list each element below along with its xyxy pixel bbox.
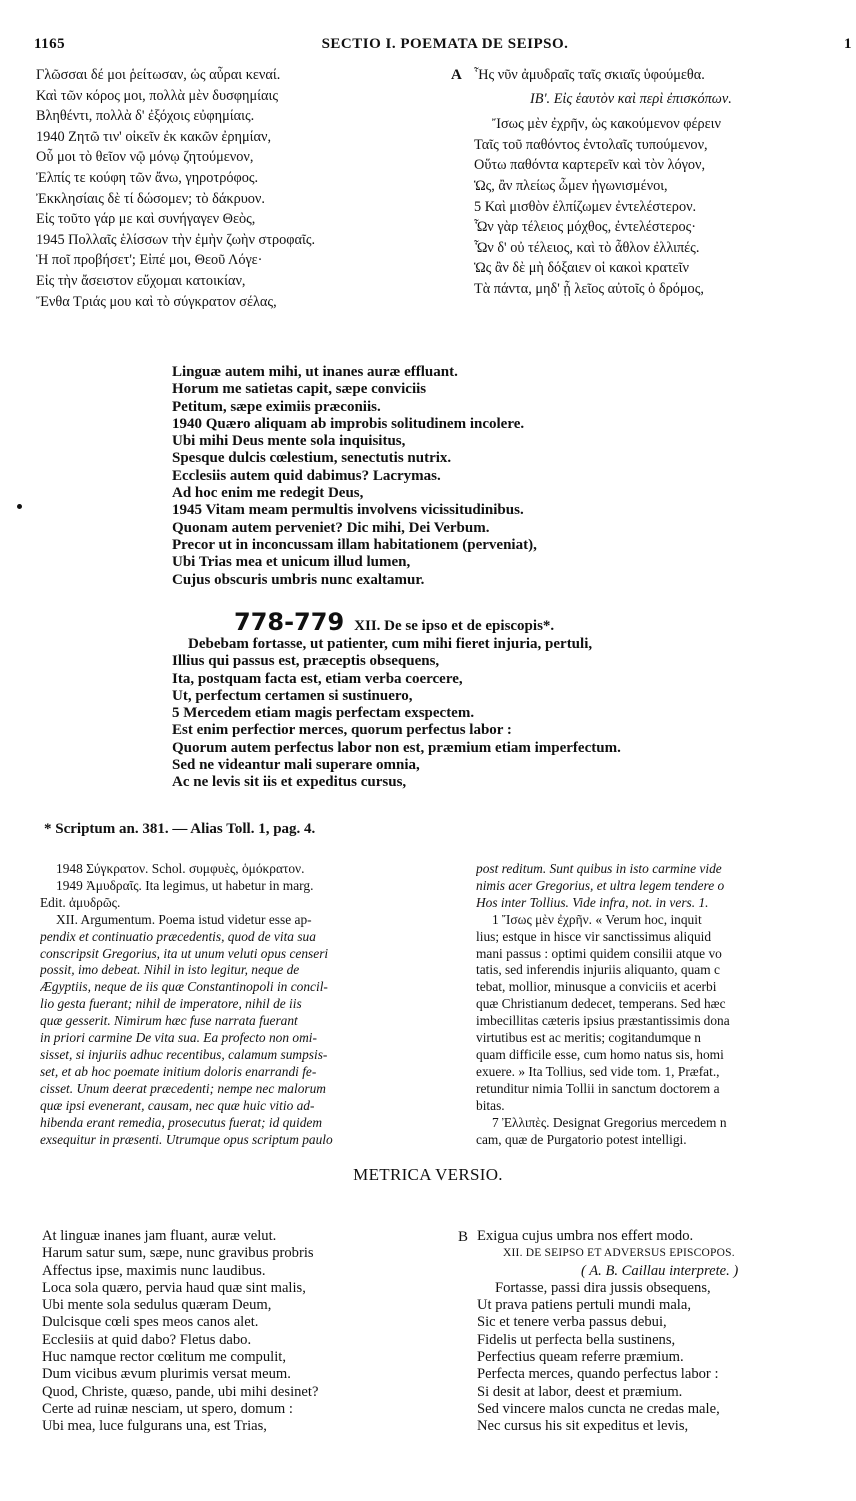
metrica-line: Ubi mente sola sedulus quæram Deum, <box>42 1297 272 1314</box>
latin-line: Illius qui passus est, præceptis obsequens, <box>172 653 440 670</box>
metrica-line: Fortasse, passi dira jussis obsequens, <box>495 1279 711 1296</box>
latin-heading-text: XII. De se ipso et de episcopis*. <box>354 618 555 634</box>
note-line: lio gesta fuerant; nihil de imperatore, nihil de iis <box>40 996 302 1012</box>
latin-line: Petitum, sæpe eximiis præconiis. <box>172 398 381 415</box>
latin-line: Debebam fortasse, ut patienter, cum mihi fieret injuria, pertuli, <box>188 636 593 652</box>
metrica-line: Perfectius queam referre præmium. <box>477 1349 684 1366</box>
metrica-subheading: ( A. B. Caillau interprete. ) <box>581 1262 739 1279</box>
latin-line: Spesque dulcis cœlestium, senectutis nutrix. <box>172 450 452 467</box>
note-line: exuere. » Ita Tollius, sed vide tom. 1, Præfat., <box>476 1063 720 1079</box>
note-line: sisset, si injuriis adhuc recentibus, calamum sumpsis- <box>40 1046 328 1062</box>
note-line: quæ gesserit. Nimirum hæc fuse narrata fuerant <box>40 1013 298 1029</box>
latin-poem-heading <box>234 609 794 639</box>
latin-line: Ut, perfectum certamen si sustinuero, <box>172 687 413 704</box>
latin-line: Precor ut in inconcussam illam habitationem (perveniat), <box>172 536 537 553</box>
metrica-line: Loca sola quæro, pervia haud quæ sint malis, <box>42 1279 306 1296</box>
header-title: SECTIO I. POEMATA DE SEIPSO. <box>321 36 569 52</box>
greek-line: Ταῖς τοῦ παθόντος ἐντολαῖς τυπούμενον, <box>474 136 708 153</box>
latin-line: Est enim perfectior merces, quorum perfectus labor : <box>172 722 512 739</box>
greek-line: Γλῶσσαι δέ μοι ῥείτωσαν, ὡς αὖραι κεναί. <box>36 67 281 83</box>
note-line: cisset. Unum deerat præcedenti; nempe nec malorum <box>40 1080 326 1096</box>
metrica-left-column <box>42 1228 462 1436</box>
note-line: hibenda erant remedia, prosecutus fuerat; id quidem <box>40 1114 323 1130</box>
metrica-line: Dum vicibus ævum plurimis versat meum. <box>42 1366 291 1383</box>
page-number: 1165 <box>34 36 66 52</box>
metrica-line: Affectus ipse, maximis nunc laudibus. <box>42 1262 266 1279</box>
metrica-line: Ubi mea, luce fulgurans una, est Trias, <box>42 1418 267 1435</box>
note-line: virtutibus est ac meritis; cogitandumque n <box>476 1030 701 1046</box>
metrica-line: Ut prava patiens pertuli mundi mala, <box>477 1297 691 1314</box>
latin-line: Cujus obscuris umbris nunc exaltamur. <box>172 571 425 588</box>
note-line: imbecillitas cæteris ipsius præstantissimis dona <box>476 1013 730 1029</box>
metrica-line: Sed vincere malos cuncta ne credas male, <box>477 1400 720 1417</box>
greek-line: Καὶ τῶν κόρος μοι, πολλὰ μὲν δυσφημίαις <box>36 87 279 104</box>
note-line: retunditur nimia Tollii in sanctum doctorem a <box>476 1080 720 1096</box>
greek-line: Ἐκκλησίαις δὲ τί δώσομεν; τὸ δάκρυον. <box>36 190 265 207</box>
latin-line: Sed ne videantur mali superare omnia, <box>172 757 420 774</box>
metrica-line: Sic et tenere verba passus debui, <box>477 1314 667 1331</box>
column-marker-a: A <box>451 67 462 83</box>
note-line: 1 Ἴσως μὲν ἐχρῆν. « Verum hoc, inquit <box>492 911 702 927</box>
greek-line: Ἐλπίς τε κούφη τῶν ἄνω, γηροτρόφος. <box>36 169 259 186</box>
notes-right-column <box>476 861 856 1148</box>
metrica-line: Fidelis ut perfecta bella sustinens, <box>477 1331 676 1348</box>
note-line: lius; estque in hisce vir sanctissimus aliquid <box>476 928 712 944</box>
note-line: XII. Argumentum. Poema istud videtur esse ap- <box>56 911 312 927</box>
column-number: 778-779 <box>234 608 345 636</box>
metrica-line: Dulcisque cœli spes meos canos alet. <box>42 1314 259 1331</box>
greek-line: Ὧν γὰρ τέλειος μόχθος, ἐντελέστερος· <box>474 219 697 236</box>
note-line: quæ ipsi evenerant, causam, nec quæ huic vitio ad- <box>40 1097 315 1113</box>
stray-mark <box>17 504 22 509</box>
metrica-line: Huc namque rector cœlitum me compulit, <box>42 1349 286 1366</box>
greek-right-column <box>474 65 856 300</box>
greek-line: Ὧν δ' οὐ τέλειος, καὶ τὸ ἆθλον ἐλλιπές. <box>474 239 700 256</box>
note-line: in priori carmine De vita sua. Ea profecto non omi- <box>40 1030 317 1046</box>
latin-line: 5 Mercedem etiam magis perfectam exspectem. <box>172 705 475 722</box>
latin-line: Ecclesiis autem quid dabimus? Lacrymas. <box>172 467 441 484</box>
greek-line: Ἔνθα Τριάς μου καὶ τὸ σύγκρατον σέλας, <box>36 293 277 310</box>
greek-line: Ἴσως μὲν ἐχρῆν, ὡς κακούμενον φέρειν <box>492 116 721 133</box>
latin-line: Horum me satietas capit, sæpe conviciis <box>172 381 427 398</box>
note-line: mani passus : optimi quidem consilii atque vo <box>476 945 722 961</box>
latin-line: Ad hoc enim me redegit Deus, <box>172 485 364 502</box>
metrica-line: Si desit at labor, deest et præmium. <box>477 1383 683 1400</box>
latin-line: 1945 Vitam meam permultis involvens vicissitudinibus. <box>172 502 524 519</box>
metrica-heading: XII. DE SEIPSO ET ADVERSUS EPISCOPOS. <box>503 1247 735 1260</box>
latin-line: 1940 Quæro aliquam ab improbis solitudinem incolere. <box>172 415 525 432</box>
metrica-line: Ecclesiis at quid dabo? Fletus dabo. <box>42 1331 252 1348</box>
greek-poem-heading: ΙΒ'. Εἰς ἑαυτὸν καὶ περὶ ἐπισκόπων. <box>530 90 732 107</box>
greek-line: Ὡς ἂν δὲ μὴ δόξαιεν οἱ κακοὶ κρατεῖν <box>474 260 689 277</box>
metrica-line: Certe ad ruinæ nesciam, ut spero, domum : <box>42 1400 293 1417</box>
latin-translation-block-2 <box>172 636 842 792</box>
note-line: tatis, sed inferendis injuriis aliquanto, quam c <box>476 962 720 978</box>
latin-line: Ubi Trias mea et unicum illud lumen, <box>172 554 411 571</box>
metrica-line: At linguæ inanes jam fluant, auræ velut. <box>42 1228 277 1244</box>
greek-line: Οὗ μοι τὸ θεῖον νῷ μόνῳ ζητούμενον, <box>36 149 254 166</box>
running-header <box>34 36 856 58</box>
greek-line: Οὕτω παθόντα καρτερεῖν καὶ τὸν λόγον, <box>474 157 706 174</box>
latin-line: Linguæ autem mihi, ut inanes auræ effluant. <box>172 364 458 380</box>
header-right-mark: 1 <box>844 36 852 52</box>
note-line: post reditum. Sunt quibus in isto carmine vide <box>476 861 722 876</box>
metrica-line: Nec cursus his sit expeditus et levis, <box>477 1418 689 1435</box>
greek-left-column <box>36 65 436 312</box>
latin-line: Ac ne levis sit iis et expeditus cursus, <box>172 774 407 791</box>
metrica-right-column <box>477 1228 856 1436</box>
greek-line: Βληθέντι, πολλὰ δ' ἐξόχοις εὐφημίαις. <box>36 108 255 125</box>
note-line: cam, quæ de Purgatorio potest intelligi. <box>476 1131 687 1147</box>
latin-line: Quonam autem perveniet? Dic mihi, Dei Verbum. <box>172 519 490 536</box>
note-line: tebat, mollior, minusque a conviciis et acerbi <box>476 979 717 995</box>
greek-line: 1940 Ζητῶ τιν' οἰκεῖν ἐκ κακῶν ἐρημίαν, <box>36 128 272 145</box>
greek-line: Ἡ ποῖ προβήσετ'; Εἰπέ μοι, Θεοῦ Λόγε· <box>36 252 263 269</box>
note-line: Hos inter Tollius. Vide infra, not. in vers. 1. <box>476 894 709 910</box>
note-line: set, et ab hoc poemate initium doloris enarrandi fe- <box>40 1063 317 1079</box>
greek-line: Ἧς νῦν ἀμυδραῖς ταῖς σκιαῖς ὑφούμεθα. <box>474 67 705 83</box>
note-line: pendix et continuatio præcedentis, quod de vita sua <box>40 928 316 944</box>
note-line: conscripsit Gregorius, ita ut unum veluti opus censeri <box>40 945 329 961</box>
latin-translation-block <box>172 364 812 589</box>
greek-line: Τὰ πάντα, μηδ' ᾖ λεῖος αὐτοῖς ὁ δρόμος, <box>474 280 704 297</box>
note-line: bitas. <box>476 1097 505 1113</box>
note-line: 1948 Σύγκρατον. Schol. συμφυὲς, ὁμόκρατον. <box>56 861 305 876</box>
note-line: quam difficile esse, cum homo natus sis, homi <box>476 1046 724 1062</box>
note-line: 7 Ἐλλιπὲς. Designat Gregorius mercedem n <box>492 1114 727 1130</box>
note-line: Ægyptiis, neque de iis quæ Constantinopoli in concil- <box>40 979 328 995</box>
note-line: possit, imo debeat. Nihil in isto legitur, neque de <box>40 962 300 978</box>
note-line: 1949 Ἀμυδραῖς. Ita legimus, ut habetur in marg. <box>56 877 314 893</box>
greek-line: Ὡς, ἂν πλείως ὦμεν ἠγωνισμένοι, <box>474 177 668 194</box>
greek-line: 1945 Πολλαῖς ἑλίσσων τὴν ἐμὴν ζωὴν στροφαῖς. <box>36 231 316 248</box>
footnote: * Scriptum an. 381. — Alias Toll. 1, pag. 4. <box>44 821 316 837</box>
metrica-line: Exigua cujus umbra nos effert modo. <box>477 1228 694 1244</box>
note-line: Edit. ἀμυδρῶς. <box>40 894 121 910</box>
metrica-line: Harum satur sum, sæpe, nunc gravibus probris <box>42 1245 314 1262</box>
metrica-line: Quod, Christe, quæso, pande, ubi mihi desinet? <box>42 1383 319 1400</box>
greek-line: Εἰς τοῦτο γάρ με καὶ συνήγαγεν Θεὸς, <box>36 211 256 228</box>
column-marker-b: B <box>458 1229 469 1245</box>
notes-left-column <box>40 861 458 1148</box>
greek-line: Εἰς τὴν ἄσειστον εὔχομαι κατοικίαν, <box>36 272 246 289</box>
latin-line: Ubi mihi Deus mente sola inquisitus, <box>172 433 406 450</box>
latin-line: Ita, postquam facta est, etiam verba coercere, <box>172 670 463 687</box>
note-line: quæ Christianum dedecet, temperans. Sed hæc <box>476 996 726 1012</box>
metrica-line: Perfecta merces, quando perfectus labor : <box>477 1366 719 1383</box>
greek-line: 5 Καὶ μισθὸν ἐλπίζωμεν ἐντελέστερον. <box>474 198 697 215</box>
note-line: exsequitur in præsenti. Utrumque opus scriptum paulo <box>40 1131 333 1147</box>
note-line: nimis acer Gregorius, et ultra legem tendere o <box>476 877 725 893</box>
latin-line: Quorum autem perfectus labor non est, præmium etiam imperfectum. <box>172 739 621 756</box>
metrica-title: METRICA VERSIO. <box>353 1165 503 1184</box>
